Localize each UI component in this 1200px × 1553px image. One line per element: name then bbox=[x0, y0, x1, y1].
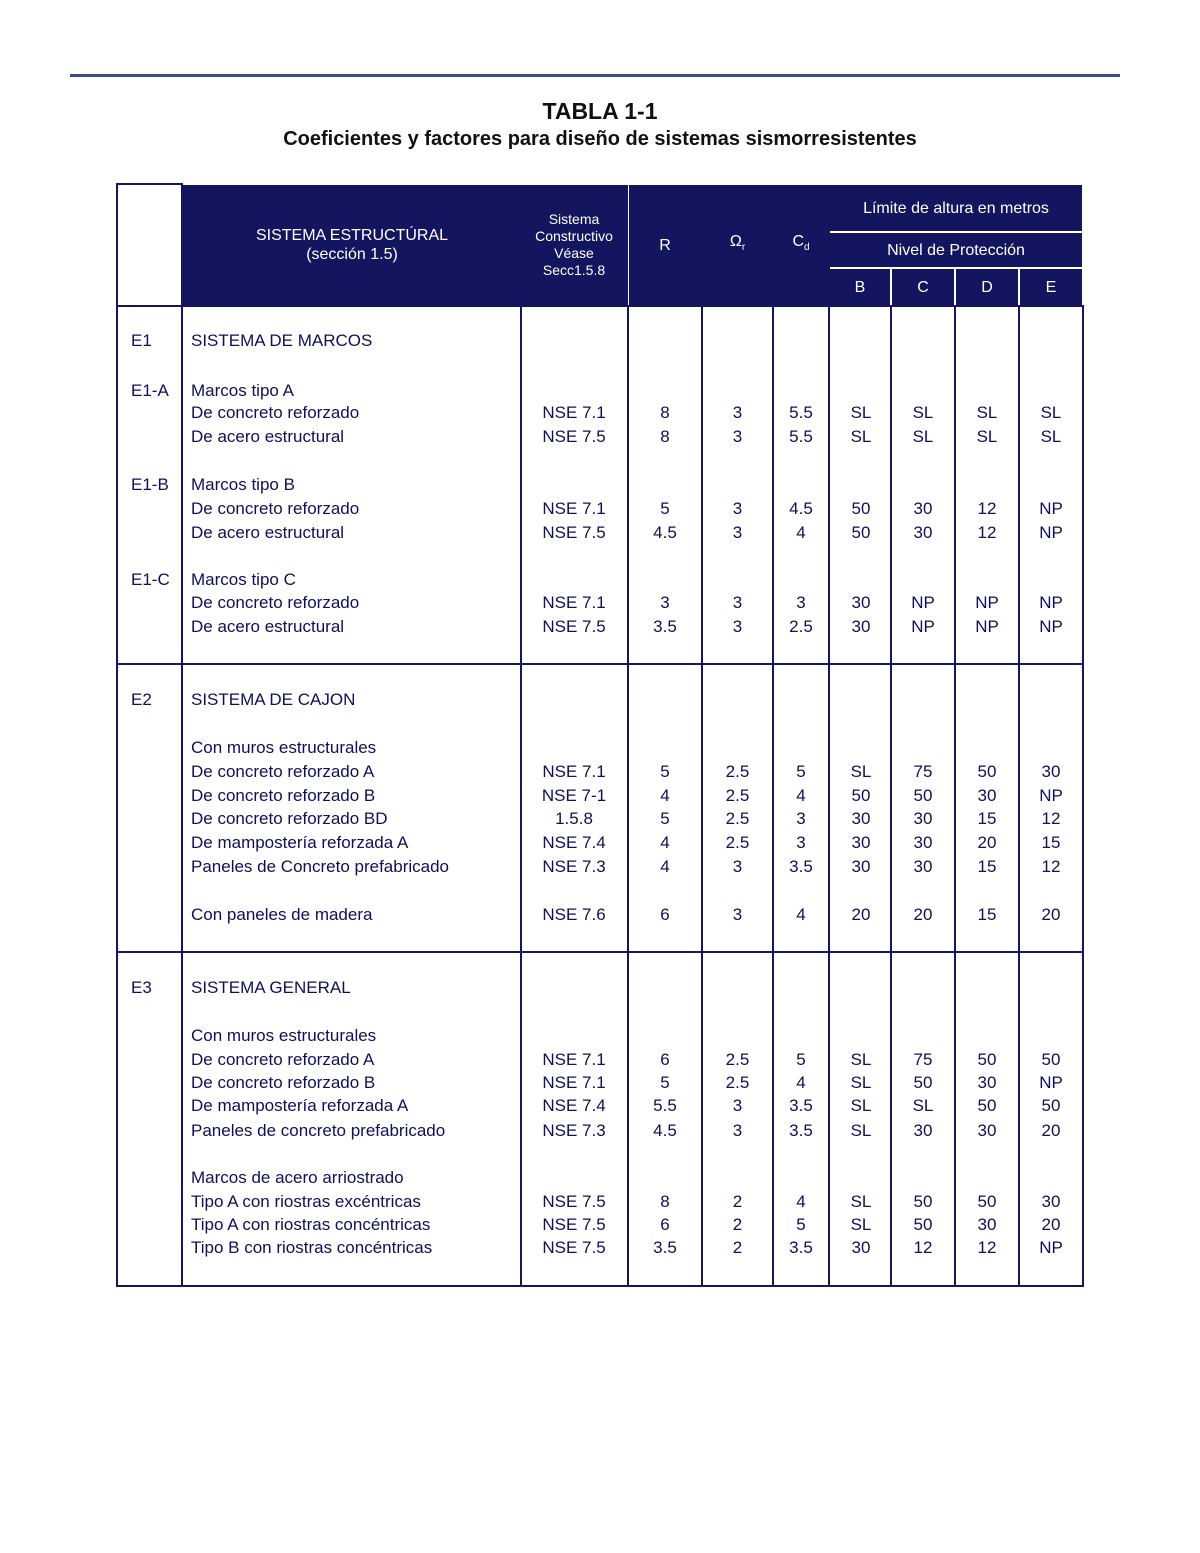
row-name: De concreto reforzado BD bbox=[191, 809, 388, 828]
cell-omega: 2 bbox=[732, 1215, 743, 1234]
header-separator bbox=[954, 269, 956, 305]
cell-c: SL bbox=[912, 403, 934, 422]
cell-e: SL bbox=[1040, 403, 1062, 422]
row-name: Paneles de concreto prefabricado bbox=[191, 1121, 446, 1140]
grid-line bbox=[181, 183, 183, 1287]
cell-c: 30 bbox=[913, 523, 933, 542]
cell-cd: 4 bbox=[796, 786, 806, 805]
cell-r: 5 bbox=[660, 809, 670, 828]
cell-e: 20 bbox=[1041, 1121, 1061, 1140]
row-name: De concreto reforzado A bbox=[191, 762, 375, 781]
cell-e: 30 bbox=[1041, 1192, 1061, 1211]
row-name: De mampostería reforzada A bbox=[191, 833, 409, 852]
header-constructive bbox=[521, 185, 627, 305]
cell-b: SL bbox=[850, 1073, 872, 1092]
header-level-e: E bbox=[1020, 269, 1082, 305]
group-code: E1-B bbox=[131, 475, 169, 494]
row-name: De concreto reforzado A bbox=[191, 1050, 375, 1069]
cell-d: 50 bbox=[977, 1050, 997, 1069]
cell-r: 5.5 bbox=[653, 1096, 677, 1115]
cell-b: SL bbox=[850, 427, 872, 446]
cell-e: NP bbox=[1039, 523, 1063, 542]
grid-line bbox=[116, 305, 1084, 307]
cell-b: 30 bbox=[851, 833, 871, 852]
header-system bbox=[183, 185, 521, 305]
cell-omega: 3 bbox=[732, 617, 743, 636]
cell-b: 20 bbox=[851, 905, 871, 924]
cell-c: 50 bbox=[913, 1215, 933, 1234]
header-level-d: D bbox=[956, 269, 1018, 305]
cell-nse: NSE 7.1 bbox=[542, 403, 606, 422]
header-system-line2: (sección 1.5) bbox=[306, 246, 398, 263]
cell-omega: 2.5 bbox=[725, 762, 750, 781]
header-omega bbox=[703, 185, 772, 305]
row-name: De concreto reforzado bbox=[191, 499, 360, 518]
cell-d: 50 bbox=[977, 1192, 997, 1211]
cell-d: 50 bbox=[977, 762, 997, 781]
cell-c: NP bbox=[911, 617, 935, 636]
grid-line bbox=[116, 1285, 1084, 1287]
cell-nse: NSE 7.5 bbox=[542, 427, 606, 446]
cell-omega: 2 bbox=[732, 1192, 743, 1211]
cell-b: SL bbox=[850, 1215, 872, 1234]
cell-cd: 4 bbox=[796, 1073, 806, 1092]
group-name: Con muros estructurales bbox=[191, 1026, 377, 1045]
cell-nse: NSE 7.1 bbox=[542, 762, 606, 781]
cell-cd: 5.5 bbox=[789, 403, 813, 422]
cell-e: 12 bbox=[1041, 809, 1061, 828]
cell-r: 6 bbox=[660, 1215, 670, 1234]
row-name: Tipo B con riostras concéntricas bbox=[191, 1238, 433, 1257]
cell-b: SL bbox=[850, 1121, 872, 1140]
cell-omega: 3 bbox=[732, 857, 743, 876]
cell-d: 15 bbox=[977, 857, 997, 876]
section-title: SISTEMA GENERAL bbox=[191, 978, 351, 997]
header-height-limit bbox=[830, 185, 1082, 231]
header-cd bbox=[774, 185, 828, 305]
header-protection-level-label: Nivel de Protección bbox=[887, 241, 1025, 259]
cell-d: 12 bbox=[977, 1238, 997, 1257]
cell-d: 20 bbox=[977, 833, 997, 852]
row-name: Tipo A con riostras excéntricas bbox=[191, 1192, 421, 1211]
cell-b: 30 bbox=[851, 809, 871, 828]
header-level-b: B bbox=[830, 269, 890, 305]
cell-c: SL bbox=[912, 1096, 934, 1115]
cell-c: 75 bbox=[913, 1050, 933, 1069]
cell-nse: 1.5.8 bbox=[555, 809, 593, 828]
cell-e: 15 bbox=[1041, 833, 1061, 852]
cell-d: 30 bbox=[977, 1073, 997, 1092]
cell-cd: 5.5 bbox=[789, 427, 813, 446]
cell-d: 30 bbox=[977, 786, 997, 805]
cell-d: 30 bbox=[977, 1215, 997, 1234]
cell-omega: 3 bbox=[732, 593, 743, 612]
cell-c: SL bbox=[912, 427, 934, 446]
cell-cd: 3 bbox=[796, 833, 806, 852]
cell-b: 50 bbox=[851, 499, 871, 518]
group-name: Marcos de acero arriostrado bbox=[191, 1168, 404, 1187]
grid-line bbox=[1082, 305, 1084, 1287]
header-level-c: C bbox=[892, 269, 954, 305]
cell-nse: NSE 7.1 bbox=[542, 1050, 606, 1069]
grid-line bbox=[116, 183, 118, 1287]
header-system-line1: SISTEMA ESTRUCTÚRAL bbox=[255, 227, 449, 244]
cell-cd: 5 bbox=[796, 762, 806, 781]
cell-b: 30 bbox=[851, 617, 871, 636]
cell-c: 75 bbox=[913, 762, 933, 781]
cell-r: 3.5 bbox=[653, 617, 677, 636]
seismic-table bbox=[116, 183, 1084, 1287]
cell-r: 8 bbox=[660, 403, 670, 422]
cell-d: 12 bbox=[977, 499, 997, 518]
cell-omega: 2.5 bbox=[725, 809, 750, 828]
cell-r: 4.5 bbox=[653, 523, 677, 542]
cell-omega: 2.5 bbox=[725, 786, 750, 805]
header-separator bbox=[830, 267, 1082, 269]
cell-d: 30 bbox=[977, 1121, 997, 1140]
cell-c: 20 bbox=[913, 905, 933, 924]
group-name: Marcos tipo C bbox=[191, 570, 296, 589]
cell-c: 50 bbox=[913, 1073, 933, 1092]
row-name: De acero estructural bbox=[191, 427, 345, 446]
cell-cd: 5 bbox=[796, 1215, 806, 1234]
cell-nse: NSE 7.5 bbox=[542, 1192, 606, 1211]
group-code: E1-C bbox=[131, 570, 170, 589]
table-title: TABLA 1-1 bbox=[542, 98, 658, 124]
cell-b: 30 bbox=[851, 1238, 871, 1257]
cell-d: NP bbox=[975, 617, 999, 636]
cell-omega: 3 bbox=[732, 1121, 743, 1140]
header-constructive-line: Véase bbox=[554, 245, 594, 261]
section-code: E1 bbox=[131, 331, 152, 350]
header-omega-label: $\Omega_r$ bbox=[729, 233, 746, 254]
header-constructive-line: Sistema bbox=[548, 211, 600, 227]
row-name: De acero estructural bbox=[191, 617, 345, 636]
section-code: E2 bbox=[131, 690, 152, 709]
cell-d: SL bbox=[976, 427, 998, 446]
cell-r: 5 bbox=[660, 499, 670, 518]
cell-nse: NSE 7.5 bbox=[542, 1238, 606, 1257]
cell-r: 3.5 bbox=[653, 1238, 677, 1257]
header-protection-level bbox=[830, 233, 1082, 267]
header-separator bbox=[628, 185, 629, 305]
section-code: E3 bbox=[131, 978, 152, 997]
table-subtitle: Coeficientes y factores para diseño de sistemas sismorresistentes bbox=[283, 128, 917, 150]
cell-e: NP bbox=[1039, 499, 1063, 518]
cell-c: 30 bbox=[913, 1121, 933, 1140]
cell-e: NP bbox=[1039, 786, 1063, 805]
row-name: De concreto reforzado B bbox=[191, 786, 376, 805]
cell-cd: 4 bbox=[796, 1192, 806, 1211]
group-name: Marcos tipo A bbox=[191, 381, 294, 400]
cell-r: 4 bbox=[660, 857, 670, 876]
cell-d: 15 bbox=[977, 905, 997, 924]
cell-e: NP bbox=[1039, 593, 1063, 612]
header-height-limit-label: Límite de altura en metros bbox=[863, 199, 1049, 217]
cell-r: 4 bbox=[660, 833, 670, 852]
cell-d: 50 bbox=[977, 1096, 997, 1115]
cell-b: 50 bbox=[851, 523, 871, 542]
cell-c: 30 bbox=[913, 809, 933, 828]
cell-omega: 3 bbox=[732, 427, 743, 446]
cell-d: 15 bbox=[977, 809, 997, 828]
cell-cd: 5 bbox=[796, 1050, 806, 1069]
cell-r: 4 bbox=[660, 786, 670, 805]
cell-nse: NSE 7.1 bbox=[542, 593, 606, 612]
cell-cd: 3.5 bbox=[789, 1121, 813, 1140]
cell-b: SL bbox=[850, 1192, 872, 1211]
cell-cd: 4 bbox=[796, 523, 806, 542]
cell-r: 5 bbox=[660, 762, 670, 781]
cell-omega: 3 bbox=[732, 1096, 743, 1115]
cell-cd: 3.5 bbox=[789, 1238, 813, 1257]
cell-b: 50 bbox=[851, 786, 871, 805]
cell-e: 20 bbox=[1041, 905, 1061, 924]
cell-e: 50 bbox=[1041, 1050, 1061, 1069]
cell-e: 30 bbox=[1041, 762, 1061, 781]
cell-nse: NSE 7.5 bbox=[542, 523, 606, 542]
cell-nse: NSE 7.6 bbox=[542, 905, 606, 924]
header-separator bbox=[1018, 269, 1020, 305]
section-title: SISTEMA DE CAJON bbox=[191, 690, 356, 709]
row-name: De mampostería reforzada A bbox=[191, 1096, 409, 1115]
cell-nse: NSE 7.1 bbox=[542, 499, 606, 518]
header-separator bbox=[890, 269, 892, 305]
cell-omega: 2.5 bbox=[725, 833, 750, 852]
group-code: E1-A bbox=[131, 381, 169, 400]
cell-c: 30 bbox=[913, 833, 933, 852]
cell-nse: NSE 7.3 bbox=[542, 1121, 606, 1140]
section-title: SISTEMA DE MARCOS bbox=[191, 331, 373, 350]
cell-d: NP bbox=[975, 593, 999, 612]
cell-c: 50 bbox=[913, 786, 933, 805]
cell-nse: NSE 7-1 bbox=[541, 786, 607, 805]
cell-b: SL bbox=[850, 762, 872, 781]
cell-nse: NSE 7.3 bbox=[542, 857, 606, 876]
cell-nse: NSE 7.5 bbox=[542, 617, 606, 636]
cell-nse: NSE 7.5 bbox=[542, 1215, 606, 1234]
cell-r: 4.5 bbox=[653, 1121, 677, 1140]
row-name: Con paneles de madera bbox=[191, 905, 373, 924]
header-constructive-line: Secc1.5.8 bbox=[542, 262, 606, 278]
cell-omega: 2.5 bbox=[725, 1073, 750, 1092]
cell-r: 6 bbox=[660, 1050, 670, 1069]
cell-nse: NSE 7.4 bbox=[542, 833, 606, 852]
grid-line bbox=[116, 183, 183, 185]
row-name: De concreto reforzado bbox=[191, 403, 360, 422]
row-name: Tipo A con riostras concéntricas bbox=[191, 1215, 431, 1234]
cell-d: SL bbox=[976, 403, 998, 422]
cell-b: 30 bbox=[851, 593, 871, 612]
cell-e: 50 bbox=[1041, 1096, 1061, 1115]
cell-r: 6 bbox=[660, 905, 670, 924]
cell-omega: 3 bbox=[732, 403, 743, 422]
cell-omega: 3 bbox=[732, 905, 743, 924]
cell-cd: 3 bbox=[796, 809, 806, 828]
cell-e: NP bbox=[1039, 1238, 1063, 1257]
cell-omega: 3 bbox=[732, 499, 743, 518]
group-name: Con muros estructurales bbox=[191, 738, 377, 757]
row-name: De acero estructural bbox=[191, 523, 345, 542]
cell-cd: 2.5 bbox=[789, 617, 813, 636]
grid-line bbox=[116, 951, 1084, 953]
row-name: De concreto reforzado bbox=[191, 593, 360, 612]
cell-r: 8 bbox=[660, 1192, 670, 1211]
cell-b: 30 bbox=[851, 857, 871, 876]
cell-d: 12 bbox=[977, 523, 997, 542]
cell-omega: 2 bbox=[732, 1238, 743, 1257]
cell-c: 30 bbox=[913, 499, 933, 518]
grid-line bbox=[116, 663, 1084, 665]
cell-omega: 2.5 bbox=[725, 1050, 750, 1069]
cell-e: NP bbox=[1039, 617, 1063, 636]
cell-e: 12 bbox=[1041, 857, 1061, 876]
cell-cd: 3.5 bbox=[789, 1096, 813, 1115]
cell-c: 12 bbox=[913, 1238, 933, 1257]
cell-e: SL bbox=[1040, 427, 1062, 446]
header-cd-label: $C_d$ bbox=[792, 233, 810, 254]
row-name: Paneles de Concreto prefabricado bbox=[191, 857, 449, 876]
header-constructive-line: Constructivo bbox=[535, 228, 613, 244]
group-name: Marcos tipo B bbox=[191, 475, 295, 494]
cell-cd: 4.5 bbox=[789, 499, 813, 518]
cell-omega: 3 bbox=[732, 523, 743, 542]
cell-cd: 3 bbox=[796, 593, 806, 612]
cell-c: 30 bbox=[913, 857, 933, 876]
header-r-label: R bbox=[659, 236, 671, 254]
header-separator bbox=[830, 231, 1082, 233]
cell-e: NP bbox=[1039, 1073, 1063, 1092]
cell-b: SL bbox=[850, 403, 872, 422]
cell-cd: 3.5 bbox=[789, 857, 813, 876]
cell-r: 3 bbox=[660, 593, 670, 612]
cell-nse: NSE 7.4 bbox=[542, 1096, 606, 1115]
cell-r: 5 bbox=[660, 1073, 670, 1092]
cell-b: SL bbox=[850, 1096, 872, 1115]
top-rule bbox=[70, 74, 1120, 77]
row-name: De concreto reforzado B bbox=[191, 1073, 376, 1092]
cell-nse: NSE 7.1 bbox=[542, 1073, 606, 1092]
header-r bbox=[629, 185, 701, 305]
cell-b: SL bbox=[850, 1050, 872, 1069]
cell-cd: 4 bbox=[796, 905, 806, 924]
cell-e: 20 bbox=[1041, 1215, 1061, 1234]
cell-r: 8 bbox=[660, 427, 670, 446]
cell-c: 50 bbox=[913, 1192, 933, 1211]
cell-c: NP bbox=[911, 593, 935, 612]
